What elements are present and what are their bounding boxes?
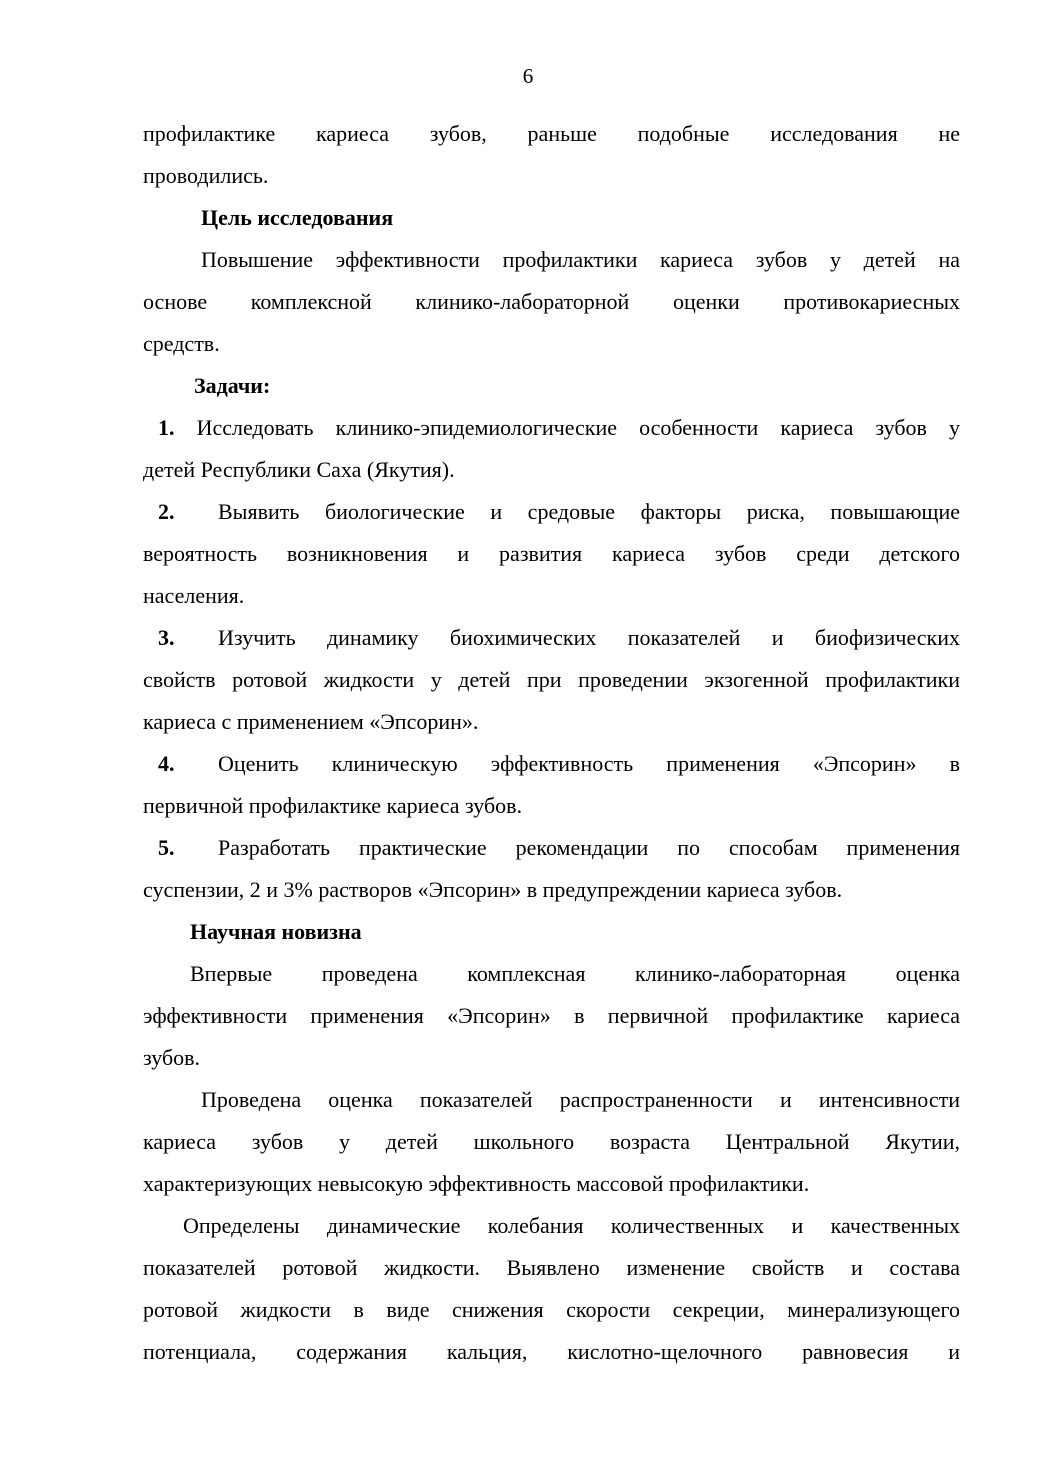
task-line bbox=[143, 407, 960, 449]
section-heading-novelty: Научная новизна bbox=[190, 919, 362, 944]
text-line: Определены динамические колебания количественных и качественных bbox=[183, 1213, 960, 1238]
text-line: первичной профилактике кариеса зубов. bbox=[143, 793, 523, 818]
task-line bbox=[143, 827, 960, 869]
task-item-5 bbox=[143, 827, 960, 911]
task-number: 4. bbox=[158, 751, 175, 776]
task-text: Выявить биологические и средовые факторы риска, повышающие bbox=[218, 499, 960, 524]
text-line: основе комплексной клинико-лабораторной оценки противокариесных bbox=[143, 289, 960, 314]
task-text: Изучить динамику биохимических показателей и биофизических bbox=[218, 625, 960, 650]
document-body bbox=[143, 113, 960, 1373]
task-number: 3. bbox=[158, 625, 175, 650]
task-item-2 bbox=[143, 491, 960, 617]
task-line bbox=[143, 743, 960, 785]
text-line: населения. bbox=[143, 583, 245, 608]
text-line: детей Республики Саха (Якутия). bbox=[143, 457, 455, 482]
text-line: вероятность возникновения и развития кариеса зубов среди детского bbox=[143, 541, 960, 566]
section-heading-tasks: Задачи: bbox=[194, 373, 271, 398]
task-number: 2. bbox=[158, 499, 175, 524]
task-line bbox=[143, 617, 960, 659]
text-line: Повышение эффективности профилактики кариеса зубов у детей на bbox=[201, 247, 960, 272]
text-line: характеризующих невысокую эффективность массовой профилактики. bbox=[143, 1171, 810, 1196]
task-line bbox=[143, 491, 960, 533]
text-line: кариеса с применением «Эпсорин». bbox=[143, 709, 479, 734]
text-line: Проведена оценка показателей распространенности и интенсивности bbox=[201, 1087, 960, 1112]
text-line: зубов. bbox=[143, 1045, 201, 1070]
task-number: 5. bbox=[158, 835, 175, 860]
text-line: кариеса зубов у детей школьного возраста Центральной Якутии, bbox=[143, 1129, 960, 1154]
text-line: проводились. bbox=[143, 163, 269, 188]
intro-paragraph bbox=[143, 113, 960, 197]
task-text: Оценить клиническую эффективность применения «Эпсорин» в bbox=[218, 751, 960, 776]
task-item-4 bbox=[143, 743, 960, 827]
text-line: Впервые проведена комплексная клинико-лабораторная оценка bbox=[190, 961, 960, 986]
text-line: показателей ротовой жидкости. Выявлено изменение свойств и состава bbox=[143, 1255, 960, 1280]
task-text: Исследовать клинико-эпидемиологические особенности кариеса зубов у bbox=[196, 415, 960, 440]
novelty-section bbox=[143, 911, 960, 1373]
text-line: средств. bbox=[143, 331, 220, 356]
task-number: 1. bbox=[158, 415, 175, 440]
text-line: свойств ротовой жидкости у детей при проведении экзогенной профилактики bbox=[143, 667, 960, 692]
text-line: профилактике кариеса зубов, раньше подобные исследования не bbox=[143, 121, 960, 146]
task-item-3 bbox=[143, 617, 960, 743]
tasks-section bbox=[143, 365, 960, 911]
goal-section bbox=[143, 197, 960, 365]
page-number: 6 bbox=[522, 64, 534, 88]
text-line: эффективности применения «Эпсорин» в первичной профилактике кариеса bbox=[143, 1003, 960, 1028]
text-line: потенциала, содержания кальция, кислотно-щелочного равновесия и bbox=[143, 1339, 960, 1364]
task-item-1 bbox=[143, 407, 960, 491]
task-text: Разработать практические рекомендации по способам применения bbox=[218, 835, 960, 860]
section-heading-goal: Цель исследования bbox=[201, 205, 394, 230]
text-line: суспензии, 2 и 3% растворов «Эпсорин» в предупреждении кариеса зубов. bbox=[143, 877, 843, 902]
text-line: ротовой жидкости в виде снижения скорости секреции, минерализующего bbox=[143, 1297, 960, 1322]
